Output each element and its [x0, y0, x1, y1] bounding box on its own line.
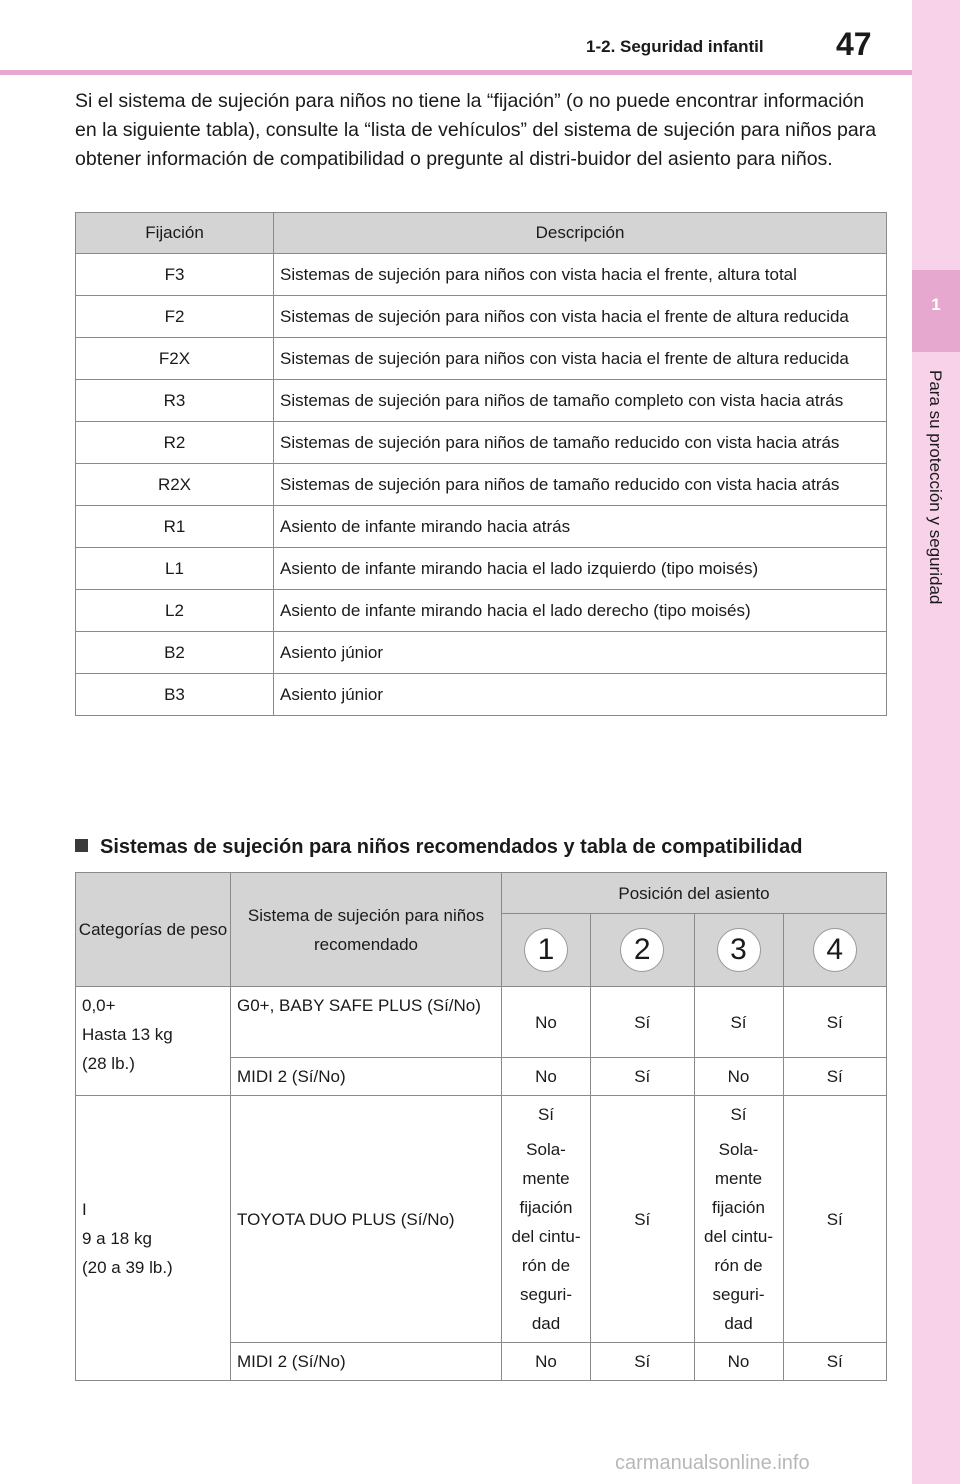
weight-range: Hasta 13 kg	[82, 1025, 173, 1044]
fixation-code: R2X	[76, 464, 274, 506]
position-value: Sí	[783, 1096, 887, 1343]
fixation-description: Asiento de infante mirando hacia el lado izquierdo (tipo moisés)	[274, 548, 887, 590]
weight-range-lb: (20 a 39 lb.)	[82, 1257, 173, 1277]
system-name: TOYOTA DUO PLUS (Sí/No)	[231, 1096, 502, 1343]
table-row	[76, 632, 887, 674]
table-row	[76, 1096, 887, 1343]
weight-group: 0,0+	[82, 996, 116, 1015]
seat-header	[591, 914, 695, 987]
fixation-description: Sistemas de sujeción para niños con vista hacia el frente, altura total	[274, 254, 887, 296]
column-header-position: Posición del asiento	[502, 873, 887, 914]
system-name: G0+, BABY SAFE PLUS (Sí/No)	[231, 987, 502, 1058]
section-header: 1-2. Seguridad infantil	[586, 37, 764, 56]
position-value: Sí	[591, 987, 695, 1058]
column-header-weight: Categorías de peso	[76, 873, 231, 987]
table-row	[76, 506, 887, 548]
seat-number-badge: 4	[813, 928, 857, 972]
chapter-number: 1	[931, 295, 941, 314]
weight-category	[76, 987, 231, 1096]
fixation-description: Sistemas de sujeción para niños con vista hacia el frente de altura reducida	[274, 296, 887, 338]
position-note: Sola-mente fijación del cintu-rón de seguri-dad	[511, 1140, 581, 1333]
compatibility-table	[75, 872, 887, 1381]
section-title	[75, 836, 802, 859]
seat-number-badge: 1	[524, 928, 568, 972]
fixation-code: B3	[76, 674, 274, 716]
fixation-description: Asiento de infante mirando hacia el lado derecho (tipo moisés)	[274, 590, 887, 632]
table-row	[76, 987, 887, 1058]
table-header-row	[76, 213, 887, 254]
position-note: Sola-mente fijación del cintu-rón de seguri-dad	[704, 1140, 773, 1333]
position-value	[502, 1096, 591, 1343]
column-header-system: Sistema de sujeción para niños recomendado	[231, 873, 502, 987]
fixation-table	[75, 212, 887, 716]
side-tab-top	[912, 0, 960, 270]
system-name: MIDI 2 (Sí/No)	[231, 1343, 502, 1381]
fixation-code: B2	[76, 632, 274, 674]
fixation-description: Asiento júnior	[274, 632, 887, 674]
fixation-description: Asiento júnior	[274, 674, 887, 716]
position-value: No	[502, 1058, 591, 1096]
fixation-code: R2	[76, 422, 274, 464]
chapter-label: Para su protección y seguridad	[926, 370, 945, 605]
position-value: Sí	[783, 987, 887, 1058]
table-row	[76, 464, 887, 506]
fixation-code: R3	[76, 380, 274, 422]
table-row	[76, 674, 887, 716]
fixation-code: F3	[76, 254, 274, 296]
position-value: No	[502, 987, 591, 1058]
position-yes: Sí	[730, 1105, 747, 1124]
column-header: Fijación	[76, 213, 274, 254]
fixation-description: Sistemas de sujeción para niños de tamaño reducido con vista hacia atrás	[274, 422, 887, 464]
table-row	[76, 548, 887, 590]
fixation-code: L2	[76, 590, 274, 632]
header-rule	[0, 70, 912, 75]
fixation-description: Asiento de infante mirando hacia atrás	[274, 506, 887, 548]
weight-category	[76, 1096, 231, 1381]
fixation-code: L1	[76, 548, 274, 590]
fixation-description: Sistemas de sujeción para niños con vista hacia el frente de altura reducida	[274, 338, 887, 380]
watermark: carmanualsonline.info	[615, 1452, 810, 1474]
position-yes: Sí	[537, 1105, 555, 1124]
position-value: Sí	[694, 987, 783, 1058]
weight-group: I	[82, 1199, 87, 1219]
seat-header	[694, 914, 783, 987]
table-row	[76, 338, 887, 380]
page-number: 47	[836, 26, 872, 62]
position-value: Sí	[591, 1343, 695, 1381]
fixation-code: F2X	[76, 338, 274, 380]
fixation-code: F2	[76, 296, 274, 338]
table-header-row	[76, 873, 887, 914]
position-value: Sí	[783, 1058, 887, 1096]
weight-range: 9 a 18 kg	[82, 1228, 152, 1248]
column-header: Descripción	[274, 213, 887, 254]
position-value	[694, 1096, 783, 1343]
system-name: MIDI 2 (Sí/No)	[231, 1058, 502, 1096]
fixation-description: Sistemas de sujeción para niños de tamaño reducido con vista hacia atrás	[274, 464, 887, 506]
seat-header	[783, 914, 887, 987]
position-value: No	[502, 1343, 591, 1381]
table-row	[76, 590, 887, 632]
position-value: Sí	[783, 1343, 887, 1381]
table-row	[76, 380, 887, 422]
position-value: No	[694, 1058, 783, 1096]
fixation-code: R1	[76, 506, 274, 548]
table-row	[76, 296, 887, 338]
weight-range-lb: (28 lb.)	[82, 1054, 135, 1073]
intro-paragraph: Si el sistema de sujeción para niños no tiene la “fijación” (o no puede encontrar información en la siguiente tabla), consulte la “lista de vehículos” del sistema de sujeción para niños para obtener información de compatibilidad o pregunte al distri-buidor del asiento para niños.	[75, 90, 877, 170]
seat-number-badge: 3	[717, 928, 761, 972]
table-row	[76, 422, 887, 464]
position-value: Sí	[591, 1096, 695, 1343]
seat-number-badge: 2	[620, 928, 664, 972]
position-value: No	[694, 1343, 783, 1381]
position-value: Sí	[591, 1058, 695, 1096]
table-row	[76, 254, 887, 296]
section-title-text: Sistemas de sujeción para niños recomendados y tabla de compatibilidad	[100, 836, 803, 858]
square-bullet-icon	[75, 839, 88, 852]
seat-header	[502, 914, 591, 987]
fixation-description: Sistemas de sujeción para niños de tamaño completo con vista hacia atrás	[274, 380, 887, 422]
